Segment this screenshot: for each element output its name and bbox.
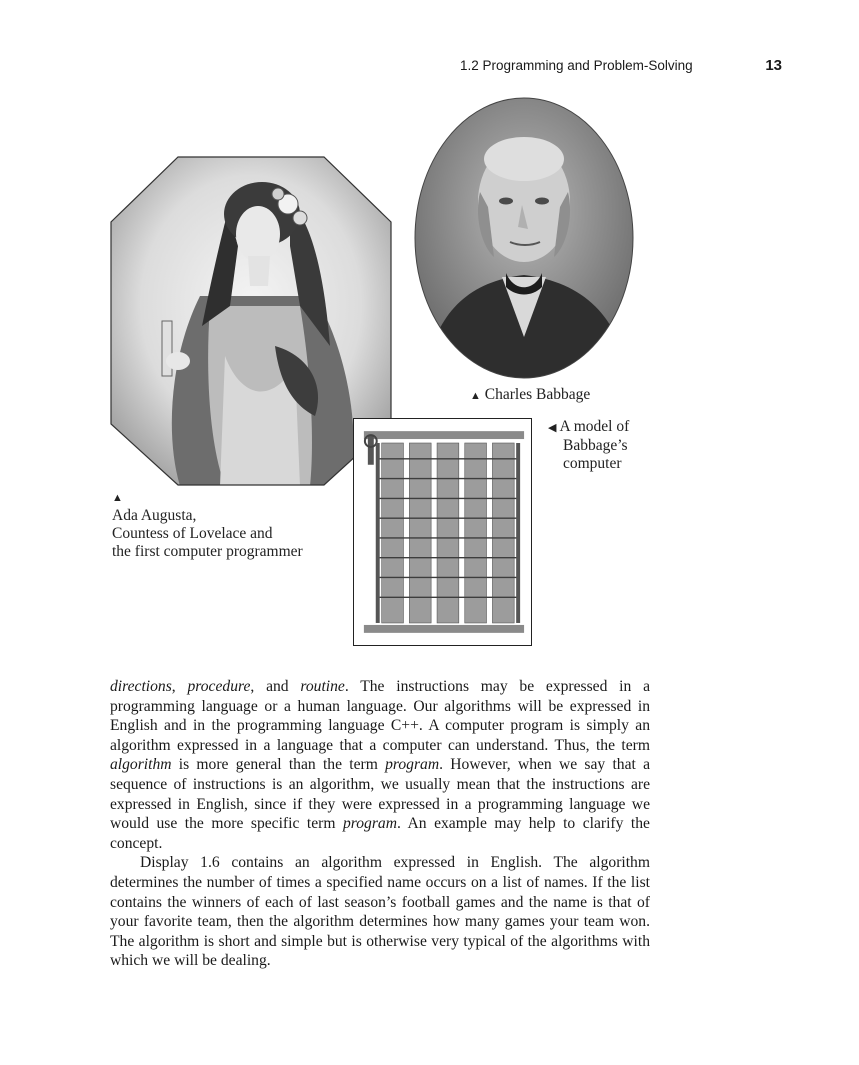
text-run: , and	[250, 678, 301, 695]
text-run: . An example may help to clarify the concept.	[110, 815, 650, 852]
difference-engine-illustration	[353, 418, 532, 646]
left-arrow-icon: ◀	[548, 422, 557, 434]
engine-caption	[548, 418, 658, 473]
engine-caption-line: Babbage’s	[563, 437, 628, 454]
ada-caption-line: Ada Augusta,	[112, 507, 197, 524]
engine-caption-line: A model of	[559, 418, 630, 435]
text-run: . The instructions may be expressed in a programming language or a human language. Our algorithms will be expressed in English and in the programming language C++. A computer program is simply an algorithm expressed in a language that a computer can understand. Thus, the term	[110, 678, 650, 754]
emphasis: directions	[110, 678, 172, 695]
up-arrow-icon: ▲	[112, 492, 123, 504]
emphasis: procedure	[187, 678, 251, 695]
ada-caption-line: Countess of Lovelace and	[112, 525, 273, 542]
page-number: 13	[765, 57, 782, 74]
charles-babbage-portrait	[414, 97, 634, 379]
body-text	[110, 677, 650, 971]
running-header	[460, 58, 790, 76]
emphasis: program	[342, 815, 397, 833]
ada-caption-line: the first computer programmer	[112, 543, 303, 560]
emphasis: routine	[300, 678, 345, 695]
text-run: . However, when we say that a sequence of instructions is an algorithm, we usually mean that the instructions are expressed in English, since if they were expressed in a programming language we would use the more specific term	[110, 756, 651, 833]
babbage-caption	[470, 386, 590, 405]
up-arrow-icon: ▲	[470, 390, 481, 402]
text-run: is more general than the term	[171, 756, 386, 774]
ada-lovelace-portrait	[110, 156, 392, 486]
engine-caption-line: computer	[563, 455, 622, 472]
paragraph: Display 1.6 contains an algorithm expressed in English. The algorithm determines the number of times a specified name occurs on a list of names. If the list contains the winners of each of last season’s football games and the name is that of your favorite team, then the algorithm determines how many games your team won. The algorithm is short and simple but is otherwise very typical of the algorithms with which we will be dealing.	[110, 854, 650, 970]
section-title: 1.2 Programming and Problem-Solving	[460, 58, 693, 73]
emphasis: program	[385, 756, 440, 774]
paragraph	[110, 677, 650, 853]
text-run: ,	[171, 678, 188, 695]
emphasis: algorithm	[110, 756, 172, 774]
babbage-caption-text: Charles Babbage	[484, 386, 591, 403]
ada-caption	[112, 489, 372, 561]
